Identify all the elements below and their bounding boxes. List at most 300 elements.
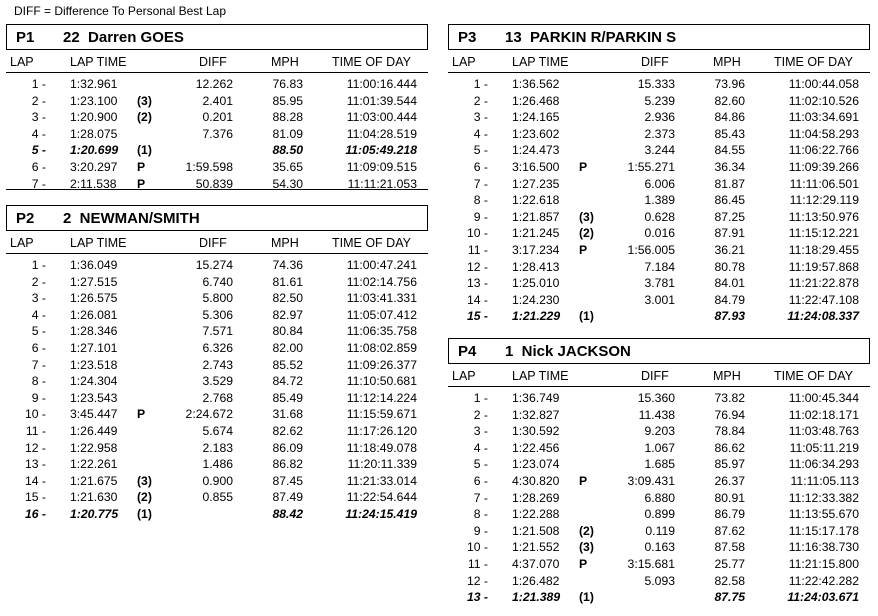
lap-diff: 5.674 <box>202 423 233 438</box>
lap-mph: 84.01 <box>714 276 745 291</box>
lap-number: 3 - <box>31 110 46 125</box>
lap-number: 3 - <box>473 110 488 125</box>
lap-time-of-day: 11:02:14.756 <box>346 274 417 289</box>
lap-time-of-day: 11:06:34.293 <box>788 457 859 472</box>
lap-diff: 2.401 <box>202 93 233 108</box>
lap-marker: (3) <box>579 209 594 224</box>
lap-number: 5 - <box>31 324 46 339</box>
lap-diff: 7.571 <box>202 324 233 339</box>
table-row <box>448 142 870 159</box>
lap-time: 1:36.049 <box>70 258 118 272</box>
lap-time-of-day: 11:22:54.644 <box>346 490 417 505</box>
lap-time-of-day: 11:12:33.382 <box>788 490 859 505</box>
lap-time-of-day: 11:08:02.859 <box>346 340 417 355</box>
lap-time-of-day: 11:09:26.377 <box>346 357 417 372</box>
lap-number: 1 - <box>473 391 488 405</box>
lap-marker: P <box>579 556 588 571</box>
lap-diff: 0.900 <box>202 473 233 488</box>
lap-time: 4:30.820 <box>512 473 560 488</box>
lap-time: 1:22.456 <box>512 440 560 455</box>
lap-diff: 1.389 <box>644 193 675 208</box>
lap-number: 2 - <box>31 274 46 289</box>
column-header-tod: TIME OF DAY <box>774 55 853 69</box>
lap-number: 1 - <box>473 77 488 91</box>
lap-number: 16 - <box>24 506 46 521</box>
lap-marker: (1) <box>579 590 594 605</box>
lap-time-of-day: 11:11:21.053 <box>347 176 417 191</box>
lap-mph: 25.77 <box>714 556 745 571</box>
lap-time-of-day: 11:22:42.282 <box>788 573 859 588</box>
lap-time: 1:23.518 <box>70 357 118 372</box>
lap-table <box>448 387 870 606</box>
lap-number: 5 - <box>473 457 488 472</box>
lap-number: 10 - <box>24 407 46 422</box>
lap-diff: 2.936 <box>644 110 675 125</box>
table-row <box>6 406 428 423</box>
lap-number: 13 - <box>24 457 46 472</box>
lap-diff: 6.006 <box>644 176 675 191</box>
lap-diff: 6.326 <box>202 340 233 355</box>
lap-number: 6 - <box>473 159 488 174</box>
lap-diff: 5.239 <box>644 93 675 108</box>
lap-time: 1:26.575 <box>70 291 118 306</box>
lap-time: 1:32.961 <box>70 77 118 91</box>
lap-time: 1:22.288 <box>512 507 560 522</box>
lap-diff: 5.800 <box>202 291 233 306</box>
lap-mph: 82.50 <box>272 291 303 306</box>
lap-time-of-day: 11:17:26.120 <box>346 423 417 438</box>
lap-number: 12 - <box>466 573 488 588</box>
column-header-time: LAP TIME <box>512 369 569 383</box>
lap-time-of-day: 11:13:55.670 <box>788 507 859 522</box>
table-row <box>6 109 428 126</box>
lap-mph: 87.91 <box>714 226 745 241</box>
table-row <box>448 556 870 573</box>
lap-diff: 3.001 <box>644 292 675 307</box>
driver-name: 2 NEWMAN/SMITH <box>63 209 200 227</box>
lap-time-of-day: 11:10:50.681 <box>346 374 417 389</box>
lap-time-of-day: 11:15:12.221 <box>788 226 859 241</box>
table-row <box>6 126 428 143</box>
lap-time-of-day: 11:24:15.419 <box>345 506 417 521</box>
lap-time: 1:23.100 <box>70 93 118 108</box>
table-row <box>448 440 870 457</box>
driver-name: 13 PARKIN R/PARKIN S <box>505 28 677 46</box>
lap-diff: 2.743 <box>202 357 233 372</box>
lap-time-of-day: 11:16:38.730 <box>788 540 859 555</box>
column-header-mph: MPH <box>713 369 741 383</box>
table-row <box>6 357 428 374</box>
lap-time: 1:28.346 <box>70 324 118 339</box>
position-label: P2 <box>16 209 35 227</box>
lap-marker: (1) <box>137 506 152 521</box>
lap-time: 1:23.602 <box>512 126 560 141</box>
lap-table <box>6 254 428 523</box>
table-row <box>6 274 428 291</box>
lap-diff: 0.628 <box>644 209 675 224</box>
table-row <box>6 307 428 324</box>
lap-time-of-day: 11:22:47.108 <box>788 292 859 307</box>
lap-time-of-day: 11:18:49.078 <box>346 440 417 455</box>
lap-mph: 82.60 <box>714 93 745 108</box>
lap-mph: 85.49 <box>272 390 303 405</box>
lap-mph: 86.82 <box>272 457 303 472</box>
lap-diff: 2.183 <box>202 440 233 455</box>
lap-number: 8 - <box>473 193 488 208</box>
lap-time-of-day: 11:11:05.113 <box>790 473 859 488</box>
table-row <box>6 323 428 340</box>
column-header-mph: MPH <box>271 55 299 69</box>
table-row <box>448 308 870 325</box>
lap-number: 5 - <box>31 143 46 158</box>
lap-mph: 84.72 <box>272 374 303 389</box>
lap-marker: P <box>137 407 146 422</box>
lap-diff: 0.119 <box>645 523 675 538</box>
lap-mph: 82.62 <box>272 423 303 438</box>
lap-time: 4:37.070 <box>512 556 560 571</box>
lap-number: 4 - <box>31 307 46 322</box>
lap-mph: 76.94 <box>714 407 745 422</box>
lap-time-of-day: 11:03:48.763 <box>788 424 859 439</box>
lap-mph: 84.55 <box>714 143 745 158</box>
panel-p3 <box>448 24 870 325</box>
lap-marker: P <box>579 159 588 174</box>
column-header-diff: DIFF <box>641 369 669 383</box>
lap-number: 7 - <box>473 176 488 191</box>
diff-legend: DIFF = Difference To Personal Best Lap <box>14 4 226 18</box>
lap-mph: 73.96 <box>714 77 745 91</box>
lap-time-of-day: 11:11:06.501 <box>789 176 859 191</box>
table-row <box>448 242 870 259</box>
lap-mph: 86.62 <box>714 440 745 455</box>
table-row <box>448 506 870 523</box>
lap-time-of-day: 11:24:08.337 <box>787 309 859 324</box>
lap-time: 1:24.230 <box>512 292 560 307</box>
lap-diff: 3:15.681 <box>627 556 675 571</box>
table-row <box>6 456 428 473</box>
column-header-time: LAP TIME <box>512 55 569 69</box>
lap-time: 1:21.508 <box>512 523 560 538</box>
lap-diff: 2:24.672 <box>185 407 233 422</box>
lap-time: 3:20.297 <box>70 159 118 174</box>
table-row <box>448 225 870 242</box>
lap-number: 4 - <box>473 126 488 141</box>
lap-mph: 87.62 <box>714 523 745 538</box>
lap-time: 1:30.592 <box>512 424 560 439</box>
lap-mph: 87.58 <box>714 540 745 555</box>
lap-time: 1:21.552 <box>512 540 560 555</box>
lap-time: 1:27.515 <box>70 274 118 289</box>
lap-number: 3 - <box>473 424 488 439</box>
lap-time-of-day: 11:09:09.515 <box>346 159 417 174</box>
lap-time-of-day: 11:18:29.455 <box>788 242 859 257</box>
lap-time: 1:22.261 <box>70 457 118 472</box>
column-header-lap: LAP <box>10 55 34 69</box>
table-row <box>448 292 870 309</box>
lap-mph: 85.95 <box>272 93 303 108</box>
table-row <box>6 257 428 274</box>
lap-number: 7 - <box>31 176 46 191</box>
lap-mph: 87.25 <box>714 209 745 224</box>
lap-diff: 3.244 <box>644 143 675 158</box>
lap-mph: 87.93 <box>714 309 745 324</box>
lap-table <box>448 73 870 325</box>
lap-mph: 31.68 <box>272 407 303 422</box>
lap-time-of-day: 11:21:33.014 <box>346 473 417 488</box>
lap-diff: 50.839 <box>195 176 233 191</box>
table-row <box>448 589 870 606</box>
lap-number: 10 - <box>466 226 488 241</box>
lap-mph: 86.45 <box>714 193 745 208</box>
lap-diff: 5.093 <box>644 573 675 588</box>
lap-number: 9 - <box>473 523 488 538</box>
position-label: P1 <box>16 28 35 46</box>
lap-time: 2:11.538 <box>70 176 117 191</box>
table-row <box>6 423 428 440</box>
column-header-time: LAP TIME <box>70 55 127 69</box>
table-row <box>448 407 870 424</box>
lap-mph: 85.43 <box>714 126 745 141</box>
lap-number: 2 - <box>31 93 46 108</box>
lap-number: 4 - <box>473 440 488 455</box>
table-row <box>448 573 870 590</box>
lap-mph: 87.49 <box>272 490 303 505</box>
table-row <box>448 473 870 490</box>
panel-p4 <box>448 338 870 606</box>
panel-header <box>6 24 428 50</box>
lap-mph: 81.87 <box>714 176 745 191</box>
lap-time-of-day: 11:05:49.218 <box>345 143 417 158</box>
lap-time: 1:20.900 <box>70 110 118 125</box>
column-header-mph: MPH <box>713 55 741 69</box>
lap-mph: 73.82 <box>714 391 745 405</box>
lap-time-of-day: 11:12:29.119 <box>789 193 859 208</box>
lap-marker: P <box>137 159 146 174</box>
column-header-lap: LAP <box>10 236 34 250</box>
position-label: P3 <box>458 28 477 46</box>
lap-number: 14 - <box>24 473 46 488</box>
lap-diff: 5.306 <box>202 307 233 322</box>
lap-time: 1:32.827 <box>512 407 560 422</box>
lap-time: 1:25.010 <box>512 276 560 291</box>
lap-mph: 80.84 <box>272 324 303 339</box>
table-row <box>6 76 428 93</box>
panel-header <box>448 338 870 364</box>
lap-number: 8 - <box>473 507 488 522</box>
lap-time-of-day: 11:06:35.758 <box>346 324 417 339</box>
lap-mph: 74.36 <box>272 258 303 272</box>
lap-number: 6 - <box>473 473 488 488</box>
lap-diff: 3:09.431 <box>627 473 675 488</box>
table-row <box>6 159 428 176</box>
lap-time-of-day: 11:06:22.766 <box>788 143 859 158</box>
lap-mph: 85.97 <box>714 457 745 472</box>
lap-time: 1:23.543 <box>70 390 118 405</box>
lap-number: 3 - <box>31 291 46 306</box>
panel-header <box>6 205 428 231</box>
driver-name: 1 Nick JACKSON <box>505 342 631 360</box>
lap-time: 1:28.269 <box>512 490 560 505</box>
table-row <box>448 176 870 193</box>
lap-time-of-day: 11:09:39.266 <box>788 159 859 174</box>
lap-time: 1:21.630 <box>70 490 118 505</box>
lap-time: 1:27.235 <box>512 176 560 191</box>
lap-time: 3:17.234 <box>512 242 560 257</box>
lap-time-of-day: 11:02:10.526 <box>788 93 859 108</box>
lap-mph: 82.97 <box>272 307 303 322</box>
lap-mph: 81.61 <box>272 274 303 289</box>
lap-time: 1:21.229 <box>512 309 561 324</box>
lap-marker: (2) <box>137 490 152 505</box>
lap-number: 14 - <box>466 292 488 307</box>
lap-time: 1:21.857 <box>512 209 560 224</box>
lap-time: 1:27.101 <box>70 340 118 355</box>
lap-diff: 1:56.005 <box>627 242 675 257</box>
lap-time-of-day: 11:21:22.878 <box>788 276 859 291</box>
lap-time-of-day: 11:03:34.691 <box>788 110 859 125</box>
lap-number: 15 - <box>24 490 46 505</box>
lap-time-of-day: 11:05:07.412 <box>346 307 417 322</box>
column-header-diff: DIFF <box>199 55 227 69</box>
table-row <box>448 209 870 226</box>
lap-marker: (3) <box>137 473 152 488</box>
lap-number: 2 - <box>473 93 488 108</box>
table-row <box>448 423 870 440</box>
lap-diff: 1:55.271 <box>627 159 675 174</box>
lap-marker: (1) <box>579 309 594 324</box>
lap-time: 1:21.245 <box>512 226 560 241</box>
table-row <box>448 192 870 209</box>
lap-time: 1:26.482 <box>512 573 560 588</box>
lap-number: 12 - <box>24 440 46 455</box>
lap-time: 1:22.958 <box>70 440 118 455</box>
table-row <box>448 456 870 473</box>
lap-time-of-day: 11:00:47.241 <box>346 258 417 272</box>
lap-time-of-day: 11:13:50.976 <box>788 209 859 224</box>
lap-number: 10 - <box>466 540 488 555</box>
column-headers <box>448 50 870 73</box>
lap-mph: 54.30 <box>272 176 303 191</box>
lap-mph: 84.79 <box>714 292 745 307</box>
column-header-time: LAP TIME <box>70 236 127 250</box>
lap-number: 1 - <box>31 258 46 272</box>
lap-time: 1:24.473 <box>512 143 560 158</box>
lap-number: 11 - <box>467 242 488 257</box>
lap-time-of-day: 11:20:11.339 <box>347 457 417 472</box>
lap-time-of-day: 11:15:17.178 <box>788 523 859 538</box>
column-headers <box>448 364 870 387</box>
lap-diff: 6.740 <box>202 274 233 289</box>
lap-number: 7 - <box>31 357 46 372</box>
lap-time-of-day: 11:00:16.444 <box>346 77 417 91</box>
lap-mph: 81.09 <box>272 126 303 141</box>
lap-diff: 0.016 <box>644 226 675 241</box>
lap-time: 1:22.618 <box>512 193 560 208</box>
lap-mph: 80.78 <box>714 259 745 274</box>
lap-time-of-day: 11:04:28.519 <box>346 126 417 141</box>
lap-time-of-day: 11:00:45.344 <box>788 391 859 405</box>
lap-mph: 86.79 <box>714 507 745 522</box>
lap-diff: 11.438 <box>638 407 675 422</box>
lap-time-of-day: 11:03:00.444 <box>346 110 417 125</box>
lap-time-of-day: 11:04:58.293 <box>788 126 859 141</box>
lap-time: 1:20.775 <box>70 506 119 521</box>
lap-diff: 6.880 <box>644 490 675 505</box>
lap-diff: 15.333 <box>637 77 675 91</box>
table-row <box>6 93 428 110</box>
lap-diff: 1.486 <box>202 457 233 472</box>
panel-p1 <box>6 24 428 192</box>
lap-diff: 2.768 <box>202 390 233 405</box>
column-headers <box>6 50 428 73</box>
lap-marker: (2) <box>579 226 594 241</box>
table-row <box>448 159 870 176</box>
table-row <box>448 275 870 292</box>
lap-mph: 85.52 <box>272 357 303 372</box>
table-row <box>6 489 428 506</box>
lap-time: 1:26.468 <box>512 93 560 108</box>
panel-header <box>448 24 870 50</box>
lap-mph: 26.37 <box>714 473 745 488</box>
lap-number: 6 - <box>31 340 46 355</box>
lap-marker: (2) <box>579 523 594 538</box>
lap-mph: 88.50 <box>272 143 303 158</box>
column-header-tod: TIME OF DAY <box>332 236 411 250</box>
lap-marker: P <box>579 473 588 488</box>
lap-time: 1:28.413 <box>512 259 560 274</box>
lap-time-of-day: 11:15:59.671 <box>346 407 417 422</box>
column-header-tod: TIME OF DAY <box>774 369 853 383</box>
lap-mph: 35.65 <box>272 159 303 174</box>
lap-mph: 86.09 <box>272 440 303 455</box>
lap-number: 7 - <box>473 490 488 505</box>
lap-time-of-day: 11:03:41.331 <box>346 291 417 306</box>
lap-mph: 82.58 <box>714 573 745 588</box>
column-header-tod: TIME OF DAY <box>332 55 411 69</box>
lap-number: 1 - <box>31 77 46 91</box>
lap-diff: 15.360 <box>637 391 675 405</box>
table-row <box>448 390 870 407</box>
lap-diff: 3.529 <box>202 374 233 389</box>
lap-time: 1:36.749 <box>512 391 560 405</box>
lap-diff: 0.201 <box>202 110 233 125</box>
lap-time: 1:26.081 <box>70 307 118 322</box>
lap-number: 6 - <box>31 159 46 174</box>
lap-time: 1:20.699 <box>70 143 119 158</box>
lap-time: 1:24.304 <box>70 374 118 389</box>
lap-time: 1:24.165 <box>512 110 560 125</box>
column-header-diff: DIFF <box>641 55 669 69</box>
lap-marker: P <box>579 242 588 257</box>
lap-mph: 87.45 <box>272 473 303 488</box>
column-header-diff: DIFF <box>199 236 227 250</box>
column-header-lap: LAP <box>452 55 476 69</box>
lap-time-of-day: 11:02:18.171 <box>788 407 859 422</box>
lap-marker: P <box>137 176 146 191</box>
lap-number: 11 - <box>467 556 488 571</box>
lap-diff: 1.067 <box>644 440 675 455</box>
table-bottom-rule <box>6 189 428 190</box>
table-row <box>6 290 428 307</box>
column-header-mph: MPH <box>271 236 299 250</box>
table-row <box>6 440 428 457</box>
table-row <box>448 523 870 540</box>
table-row <box>6 373 428 390</box>
lap-number: 4 - <box>31 126 46 141</box>
lap-time-of-day: 11:24:03.671 <box>787 590 859 605</box>
table-row <box>6 506 428 523</box>
lap-time: 1:23.074 <box>512 457 560 472</box>
